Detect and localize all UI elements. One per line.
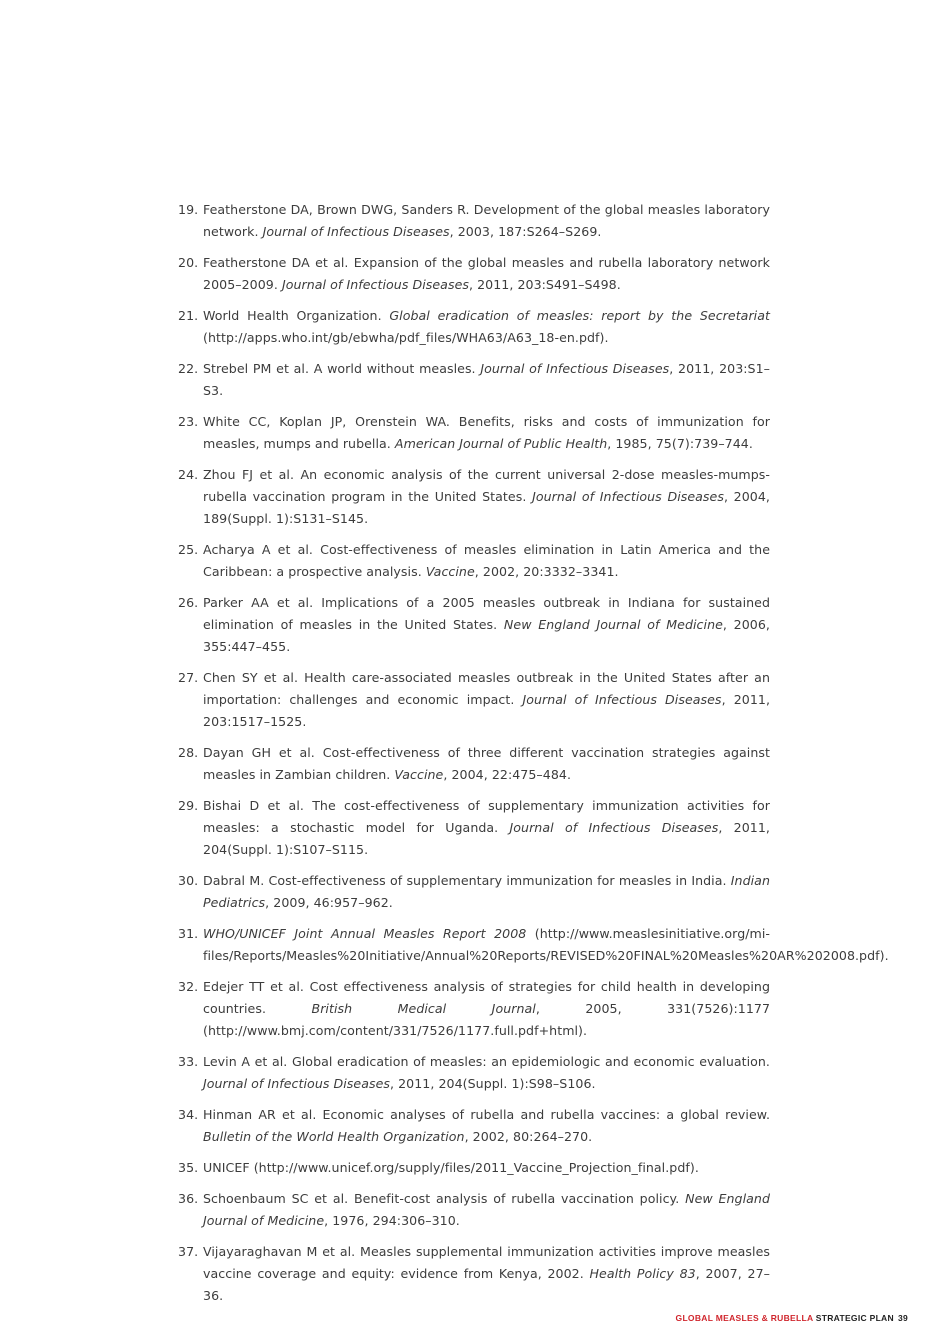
reference-details: , 2011, 204(Suppl. 1):S107–S115. [203, 820, 770, 857]
reference-item [178, 667, 770, 733]
reference-details: , 2002, 20:3332–3341. [474, 564, 619, 579]
reference-number: 25. [178, 542, 199, 557]
reference-number: 20. [178, 255, 199, 270]
footer-ampersand: & [758, 1313, 771, 1323]
reference-details: (http://apps.who.int/gb/ebwha/pdf_files/WHA63/A63_18-en.pdf). [203, 330, 609, 345]
page-number: 39 [897, 1313, 908, 1323]
reference-number: 19. [178, 202, 199, 217]
reference-number: 30. [178, 873, 199, 888]
reference-number: 34. [178, 1107, 199, 1122]
reference-item [178, 742, 770, 786]
reference-details: , 2007, 27–36. [203, 1266, 770, 1303]
reference-details: , 2011, 203:1517–1525. [203, 692, 770, 729]
reference-text: White CC, Koplan JP, Orenstein WA. Benefits, risks and costs of immunization for measles, mumps and rubella. [203, 414, 770, 451]
reference-journal: American Journal of Public Health [394, 436, 608, 451]
reference-number: 32. [178, 979, 199, 994]
reference-item [178, 1241, 770, 1307]
reference-journal: British Medical Journal [311, 1001, 536, 1016]
reference-details: , 2011, 203:S1–S3. [203, 361, 770, 398]
reference-text: Levin A et al. Global eradication of measles: an epidemiologic and economic evaluation. [203, 1054, 770, 1069]
reference-number: 26. [178, 595, 199, 610]
reference-list [178, 199, 889, 1316]
reference-journal: Journal of Infectious Diseases [509, 820, 719, 835]
reference-item [178, 1188, 770, 1232]
reference-text: Strebel PM et al. A world without measles. [203, 361, 481, 376]
reference-journal: WHO/UNICEF Joint Annual Measles Report 2008 [203, 926, 527, 941]
reference-item [178, 1051, 770, 1095]
reference-item [178, 592, 770, 658]
reference-number: 35. [178, 1160, 199, 1175]
reference-text: World Health Organization. [203, 308, 390, 323]
reference-number: 31. [178, 926, 199, 941]
reference-item [178, 358, 770, 402]
reference-number: 24. [178, 467, 199, 482]
reference-details: , 1985, 75(7):739–744. [607, 436, 753, 451]
reference-text: Zhou FJ et al. An economic analysis of the current universal 2-dose measles-mumps-rubella vaccination program in the United States. [203, 467, 770, 504]
reference-number: 28. [178, 745, 199, 760]
reference-journal: Vaccine [394, 767, 444, 782]
reference-item [178, 464, 770, 530]
reference-text: Acharya A et al. Cost-effectiveness of measles elimination in Latin America and the Caribbean: a prospective analysis. [203, 542, 770, 579]
footer-title-rubella: RUBELLA [770, 1313, 814, 1323]
reference-item [178, 252, 770, 296]
reference-number: 37. [178, 1244, 199, 1259]
reference-details: , 2004, 22:475–484. [443, 767, 572, 782]
reference-journal: Vaccine [425, 564, 475, 579]
reference-number: 23. [178, 414, 199, 429]
page-footer [676, 1313, 908, 1323]
reference-text: UNICEF (http://www.unicef.org/supply/files/2011_Vaccine_Projection_final.pdf). [203, 1160, 699, 1175]
footer-title-strategic-plan: STRATEGIC PLAN [813, 1313, 894, 1323]
reference-text: Vijayaraghavan M et al. Measles supplemental immunization activities improve measles vaccine coverage and equity: evidence from Kenya, 2002. [203, 1244, 770, 1281]
reference-details: , 1976, 294:306–310. [324, 1213, 460, 1228]
reference-item [178, 411, 770, 455]
reference-item [178, 795, 770, 861]
reference-item [178, 976, 770, 1042]
reference-details: , 2006, 355:447–455. [203, 617, 770, 654]
reference-item [178, 305, 770, 349]
reference-details: , 2004, 189(Suppl. 1):S131–S145. [203, 489, 770, 526]
reference-details: , 2011, 203:S491–S498. [468, 277, 621, 292]
reference-number: 27. [178, 670, 199, 685]
reference-text: Dayan GH et al. Cost-effectiveness of three different vaccination strategies against measles in Zambian children. [203, 745, 770, 782]
reference-item [178, 1157, 770, 1179]
footer-title-measles: GLOBAL MEASLES [675, 1313, 759, 1323]
reference-number: 29. [178, 798, 199, 813]
reference-text: Dabral M. Cost-effectiveness of supplementary immunization for measles in India. [203, 873, 731, 888]
reference-details: , 2009, 46:957–962. [265, 895, 393, 910]
reference-number: 22. [178, 361, 199, 376]
reference-journal: Journal of Infectious Diseases [532, 489, 724, 504]
reference-text: Hinman AR et al. Economic analyses of rubella and rubella vaccines: a global review. [203, 1107, 770, 1122]
reference-text: Bishai D et al. The cost-effectiveness of supplementary immunization activities for measles: a stochastic model for Uganda. [203, 798, 770, 835]
reference-details: , 2011, 204(Suppl. 1):S98–S106. [390, 1076, 596, 1091]
reference-journal: Journal of Infectious Diseases [262, 224, 450, 239]
reference-journal: Global eradication of measles: report by the Secretariat [389, 308, 770, 323]
reference-details: , 2002, 80:264–270. [464, 1129, 593, 1144]
reference-journal: Journal of Infectious Diseases [281, 277, 469, 292]
reference-journal: Journal of Infectious Diseases [480, 361, 670, 376]
reference-journal: New England Journal of Medicine [503, 617, 723, 632]
reference-text: Featherstone DA, Brown DWG, Sanders R. Development of the global measles laboratory network. [203, 202, 770, 239]
reference-text: Chen SY et al. Health care-associated measles outbreak in the United States after an importation: challenges and economic impact. [203, 670, 770, 707]
reference-item [178, 923, 889, 967]
reference-details: (http://www.measlesinitiative.org/mi-files/Reports/Measles%20Initiative/Annual%20Reports/REVISED%20FINAL%20Measles%20AR%202008.pdf). [203, 926, 889, 963]
reference-text: Featherstone DA et al. Expansion of the global measles and rubella laboratory network 2005–2009. [203, 255, 770, 292]
reference-text: Parker AA et al. Implications of a 2005 measles outbreak in Indiana for sustained elimination of measles in the United States. [203, 595, 770, 632]
reference-item [178, 199, 770, 243]
reference-item [178, 1104, 770, 1148]
reference-item [178, 539, 770, 583]
reference-text: Schoenbaum SC et al. Benefit-cost analysis of rubella vaccination policy. [203, 1191, 686, 1206]
reference-journal: Bulletin of the World Health Organization [203, 1129, 465, 1144]
reference-journal: Journal of Infectious Diseases [203, 1076, 391, 1091]
reference-details: , 2003, 187:S264–S269. [449, 224, 602, 239]
reference-item [178, 870, 770, 914]
reference-number: 21. [178, 308, 199, 323]
reference-number: 36. [178, 1191, 199, 1206]
reference-journal: Journal of Infectious Diseases [522, 692, 722, 707]
reference-journal: New England Journal of Medicine [203, 1191, 770, 1228]
reference-details: , 2005, 331(7526):1177 (http://www.bmj.com/content/331/7526/1177.full.pdf+html). [203, 1001, 771, 1038]
reference-journal: Indian Pediatrics [203, 873, 770, 910]
reference-journal: Health Policy 83 [589, 1266, 696, 1281]
reference-number: 33. [178, 1054, 199, 1069]
reference-text: Edejer TT et al. Cost effectiveness analysis of strategies for child health in developing countries. [203, 979, 770, 1016]
